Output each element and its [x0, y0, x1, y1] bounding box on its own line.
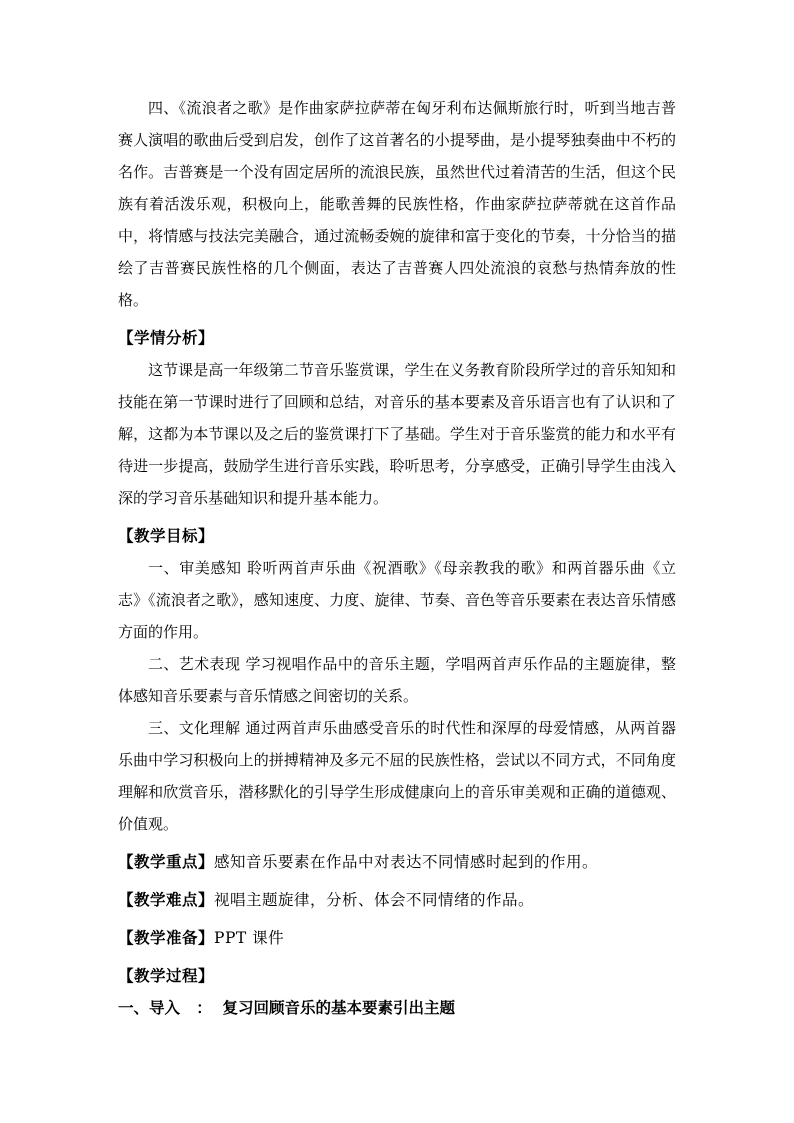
preparation-heading: 【教学准备】 [118, 928, 215, 947]
process-step-1-title: 一、导入 ： 复习回顾音乐的基本要素引出主题 [118, 998, 455, 1017]
objectives-heading: 【教学目标】 [118, 526, 215, 545]
difficult-points-heading: 【教学难点】 [118, 890, 215, 909]
preparation-line [118, 922, 676, 954]
key-points-line [118, 846, 676, 878]
learning-analysis-heading: 【学情分析】 [118, 328, 215, 347]
process-heading: 【教学过程】 [118, 966, 215, 985]
learning-analysis-paragraph: 这节课是高一年级第二节音乐鉴赏课，学生在义务教育阶段所学过的音乐知知和技能在第一节课时进行了回顾和总结，对音乐的基本要素及音乐语言也有了认识和了解，这都为本节课以及之后的鉴赏课打下了基础。学生对于音乐鉴赏的能力和水平有待进一步提高，鼓励学生进行音乐实践，聆听思考，分享感受，正确引导学生由浅入深的学习音乐基础知识和提升基本能力。 [118, 361, 676, 507]
objective-item-aesthetic: 一、审美感知 聆听两首声乐曲《祝酒歌》《母亲教我的歌》和两首器乐曲《立志》《流浪者之歌》，感知速度、力度、旋律、节奏、音色等音乐要素在表达音乐情感方面的作用。 [118, 559, 676, 641]
preparation-text: PPT 课件 [214, 929, 285, 947]
objective-item-culture: 三、文化理解 通过两首声乐曲感受音乐的时代性和深厚的母爱情感，从两首器乐曲中学习积极向上的拼搏精神及多元不屈的民族性格，尝试以不同方式，不同角度理解和欣赏音乐，潜移默化的引导学生形成健康向上的音乐审美观和正确的道德观、价值观。 [118, 719, 676, 833]
key-points-heading: 【教学重点】 [118, 852, 215, 871]
difficult-points-text: 视唱主题旋律，分析、体会不同情绪的作品。 [214, 891, 535, 909]
intro-piece-paragraph: 四、《流浪者之歌》是作曲家萨拉萨蒂在匈牙利布达佩斯旅行时，听到当地吉普赛人演唱的歌曲后受到启发，创作了这首著名的小提琴曲，是小提琴独奏曲中不朽的名作。吉普赛是一个没有固定居所的流浪民族，虽然世代过着清苦的生活，但这个民族有着活泼乐观，积极向上，能歌善舞的民族性格，作曲家萨拉萨蒂就在这首作品中，将情感与技法完美融合，通过流畅委婉的旋律和富于变化的节奏，十分恰当的描绘了吉普赛民族性格的几个侧面，表达了吉普赛人四处流浪的哀愁与热情奔放的性格。 [118, 99, 676, 309]
objective-item-expression: 二、艺术表现 学习视唱作品中的音乐主题，学唱两首声乐作品的主题旋律，整体感知音乐要素与音乐情感之间密切的关系。 [118, 655, 676, 705]
document-page [118, 92, 676, 1024]
key-points-text: 感知音乐要素在作品中对表达不同情感时起到的作用。 [214, 853, 599, 871]
difficult-points-line [118, 884, 676, 916]
